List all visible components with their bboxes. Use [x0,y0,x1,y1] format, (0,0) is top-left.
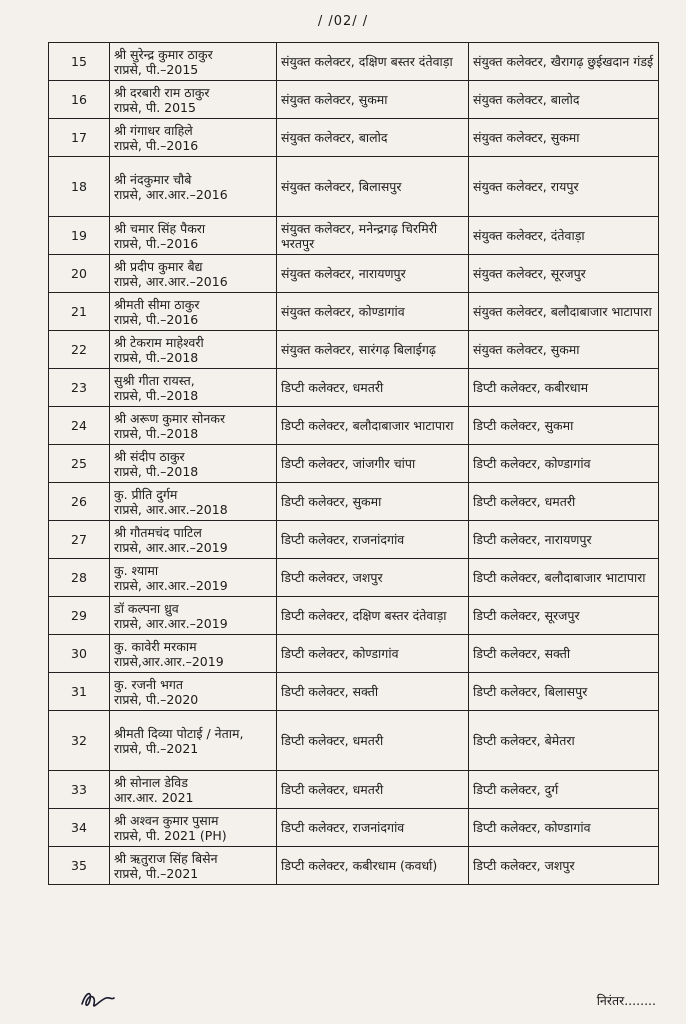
officer-batch: राप्रसे, पी.–2018 [114,425,199,441]
new-posting: संयुक्त कलेक्टर, सूरजपुर [469,255,659,293]
row-number: 33 [49,771,110,809]
officer-name: श्री दरबारी राम ठाकुर [114,84,210,100]
current-posting: संयुक्त कलेक्टर, बिलासपुर [277,157,469,217]
officer-cell [110,43,277,81]
current-posting: संयुक्त कलेक्टर, नारायणपुर [277,255,469,293]
signature [78,986,118,1012]
officer-name: श्री प्रदीप कुमार बैद्य [114,258,203,274]
officer-batch: राप्रसे, पी. 2021 (PH) [114,827,227,843]
table-row [49,369,659,407]
transfer-table [48,42,659,885]
officer-cell [110,809,277,847]
table-row [49,673,659,711]
officer-batch: राप्रसे, पी.–2016 [114,137,199,153]
current-posting: संयुक्त कलेक्टर, मनेन्द्रगढ़ चिरमिरी भरतपुर [277,217,469,255]
row-number: 24 [49,407,110,445]
current-posting: डिप्टी कलेक्टर, कोण्डागांव [277,635,469,673]
table-row [49,119,659,157]
table-row [49,445,659,483]
table-row [49,771,659,809]
officer-batch: राप्रसे, पी.–2021 [114,865,199,881]
current-posting: डिप्टी कलेक्टर, सुकमा [277,483,469,521]
table-row [49,217,659,255]
officer-batch: राप्रसे, पी.–2016 [114,311,199,327]
officer-cell [110,293,277,331]
row-number: 15 [49,43,110,81]
current-posting: डिप्टी कलेक्टर, धमतरी [277,711,469,771]
officer-cell [110,81,277,119]
new-posting: डिप्टी कलेक्टर, दुर्ग [469,771,659,809]
officer-name: श्री अश्वन कुमार पुसाम [114,812,219,828]
row-number: 27 [49,521,110,559]
officer-batch: राप्रसे, आर.आर.–2016 [114,273,228,289]
table-row [49,597,659,635]
officer-batch: राप्रसे, आर.आर.–2019 [114,577,228,593]
table-row [49,293,659,331]
current-posting: डिप्टी कलेक्टर, दक्षिण बस्तर दंतेवाड़ा [277,597,469,635]
row-number: 28 [49,559,110,597]
officer-cell [110,119,277,157]
row-number: 32 [49,711,110,771]
current-posting: संयुक्त कलेक्टर, दक्षिण बस्तर दंतेवाड़ा [277,43,469,81]
officer-cell [110,771,277,809]
officer-batch: आर.आर. 2021 [114,789,194,805]
new-posting: डिप्टी कलेक्टर, बलौदाबाजार भाटापारा [469,559,659,597]
row-number: 16 [49,81,110,119]
row-number: 21 [49,293,110,331]
officer-name: श्रीमती दिव्या पोटाई / नेताम, [114,725,244,741]
current-posting: डिप्टी कलेक्टर, राजनांदगांव [277,521,469,559]
officer-batch: राप्रसे, आर.आर.–2019 [114,615,228,631]
officer-batch: राप्रसे, आर.आर.–2016 [114,186,228,202]
current-posting: डिप्टी कलेक्टर, धमतरी [277,771,469,809]
row-number: 17 [49,119,110,157]
officer-cell [110,157,277,217]
table-row [49,157,659,217]
officer-cell [110,217,277,255]
row-number: 26 [49,483,110,521]
current-posting: संयुक्त कलेक्टर, कोण्डागांव [277,293,469,331]
page-number: / /02/ / [317,14,369,29]
current-posting: डिप्टी कलेक्टर, बलौदाबाजार भाटापारा [277,407,469,445]
officer-name: कु. रजनी भगत [114,676,184,692]
officer-cell [110,407,277,445]
officer-name: श्री गौतमचंद पाटिल [114,524,202,540]
table-row [49,331,659,369]
officer-batch: राप्रसे, पी.–2020 [114,691,199,707]
table-row [49,559,659,597]
new-posting: डिप्टी कलेक्टर, कबीरधाम [469,369,659,407]
new-posting: डिप्टी कलेक्टर, बिलासपुर [469,673,659,711]
officer-name: श्री संदीप ठाकुर [114,448,185,464]
officer-batch: राप्रसे, पी.–2015 [114,61,199,77]
officer-batch: राप्रसे, आर.आर.–2019 [114,539,228,555]
new-posting: संयुक्त कलेक्टर, बालोद [469,81,659,119]
table-row [49,635,659,673]
officer-name: श्री टेकराम माहेश्वरी [114,334,204,350]
officer-cell [110,331,277,369]
officer-cell [110,635,277,673]
officer-cell [110,483,277,521]
officer-cell [110,711,277,771]
new-posting: संयुक्त कलेक्टर, सुकमा [469,331,659,369]
officer-batch: राप्रसे, पी. 2015 [114,99,196,115]
new-posting: डिप्टी कलेक्टर, बेमेतरा [469,711,659,771]
officer-name: कु. प्रीति दुर्गम [114,486,178,502]
row-number: 19 [49,217,110,255]
officer-cell [110,369,277,407]
new-posting: संयुक्त कलेक्टर, सुकमा [469,119,659,157]
new-posting: डिप्टी कलेक्टर, सक्ती [469,635,659,673]
officer-batch: राप्रसे, पी.–2018 [114,463,199,479]
officer-batch: राप्रसे, पी.–2021 [114,740,199,756]
continued-note: निरंतर........ [596,993,656,1008]
current-posting: संयुक्त कलेक्टर, बालोद [277,119,469,157]
row-number: 25 [49,445,110,483]
row-number: 30 [49,635,110,673]
officer-cell [110,521,277,559]
officer-name: श्री चमार सिंह पैकरा [114,220,206,236]
officer-batch: राप्रसे,आर.आर.–2019 [114,653,224,669]
row-number: 18 [49,157,110,217]
new-posting: डिप्टी कलेक्टर, कोण्डागांव [469,809,659,847]
row-number: 23 [49,369,110,407]
row-number: 20 [49,255,110,293]
officer-batch: राप्रसे, पी.–2016 [114,235,199,251]
officer-name: सुश्री गीता रायस्त, [114,372,195,388]
row-number: 31 [49,673,110,711]
table-row [49,81,659,119]
row-number: 35 [49,847,110,885]
new-posting: संयुक्त कलेक्टर, दंतेवाड़ा [469,217,659,255]
officer-batch: राप्रसे, पी.–2018 [114,349,199,365]
current-posting: संयुक्त कलेक्टर, सुकमा [277,81,469,119]
new-posting: डिप्टी कलेक्टर, कोण्डागांव [469,445,659,483]
row-number: 29 [49,597,110,635]
table-row [49,255,659,293]
current-posting: डिप्टी कलेक्टर, राजनांदगांव [277,809,469,847]
officer-cell [110,255,277,293]
officer-cell [110,445,277,483]
officer-cell [110,673,277,711]
officer-name: श्री सुरेन्द्र कुमार ठाकुर [114,46,213,62]
current-posting: संयुक्त कलेक्टर, सारंगढ़ बिलाईगढ़ [277,331,469,369]
current-posting: डिप्टी कलेक्टर, कबीरधाम (कवर्धा) [277,847,469,885]
new-posting: संयुक्त कलेक्टर, बलौदाबाजार भाटापारा [469,293,659,331]
new-posting: डिप्टी कलेक्टर, जशपुर [469,847,659,885]
table-row [49,521,659,559]
officer-name: श्रीमती सीमा ठाकुर [114,296,200,312]
table-row [49,809,659,847]
officer-name: डॉ कल्पना ध्रुव [114,600,179,616]
officer-name: कु. श्यामा [114,562,159,578]
table-row [49,847,659,885]
new-posting: डिप्टी कलेक्टर, सूरजपुर [469,597,659,635]
new-posting: डिप्टी कलेक्टर, नारायणपुर [469,521,659,559]
officer-batch: राप्रसे, आर.आर.–2018 [114,501,228,517]
new-posting: डिप्टी कलेक्टर, धमतरी [469,483,659,521]
new-posting: डिप्टी कलेक्टर, सुकमा [469,407,659,445]
table-row [49,43,659,81]
table-body [49,43,659,885]
officer-name: कु. कावेरी मरकाम [114,638,197,654]
table-row [49,407,659,445]
officer-name: श्री अरूण कुमार सोनकर [114,410,226,426]
current-posting: डिप्टी कलेक्टर, सक्ती [277,673,469,711]
table-row [49,711,659,771]
officer-name: श्री ऋतुराज सिंह बिसेन [114,850,218,866]
officer-cell [110,847,277,885]
officer-name: श्री सोनाल डेविड [114,774,188,790]
officer-name: श्री गंगाधर वाहिले [114,122,193,138]
table-row [49,483,659,521]
officer-batch: राप्रसे, पी.–2018 [114,387,199,403]
current-posting: डिप्टी कलेक्टर, जशपुर [277,559,469,597]
current-posting: डिप्टी कलेक्टर, धमतरी [277,369,469,407]
new-posting: संयुक्त कलेक्टर, खैरागढ़ छुईखदान गंडई [469,43,659,81]
officer-name: श्री नंदकुमार चौबे [114,171,192,187]
row-number: 22 [49,331,110,369]
row-number: 34 [49,809,110,847]
current-posting: डिप्टी कलेक्टर, जांजगीर चांपा [277,445,469,483]
officer-cell [110,559,277,597]
new-posting: संयुक्त कलेक्टर, रायपुर [469,157,659,217]
officer-cell [110,597,277,635]
